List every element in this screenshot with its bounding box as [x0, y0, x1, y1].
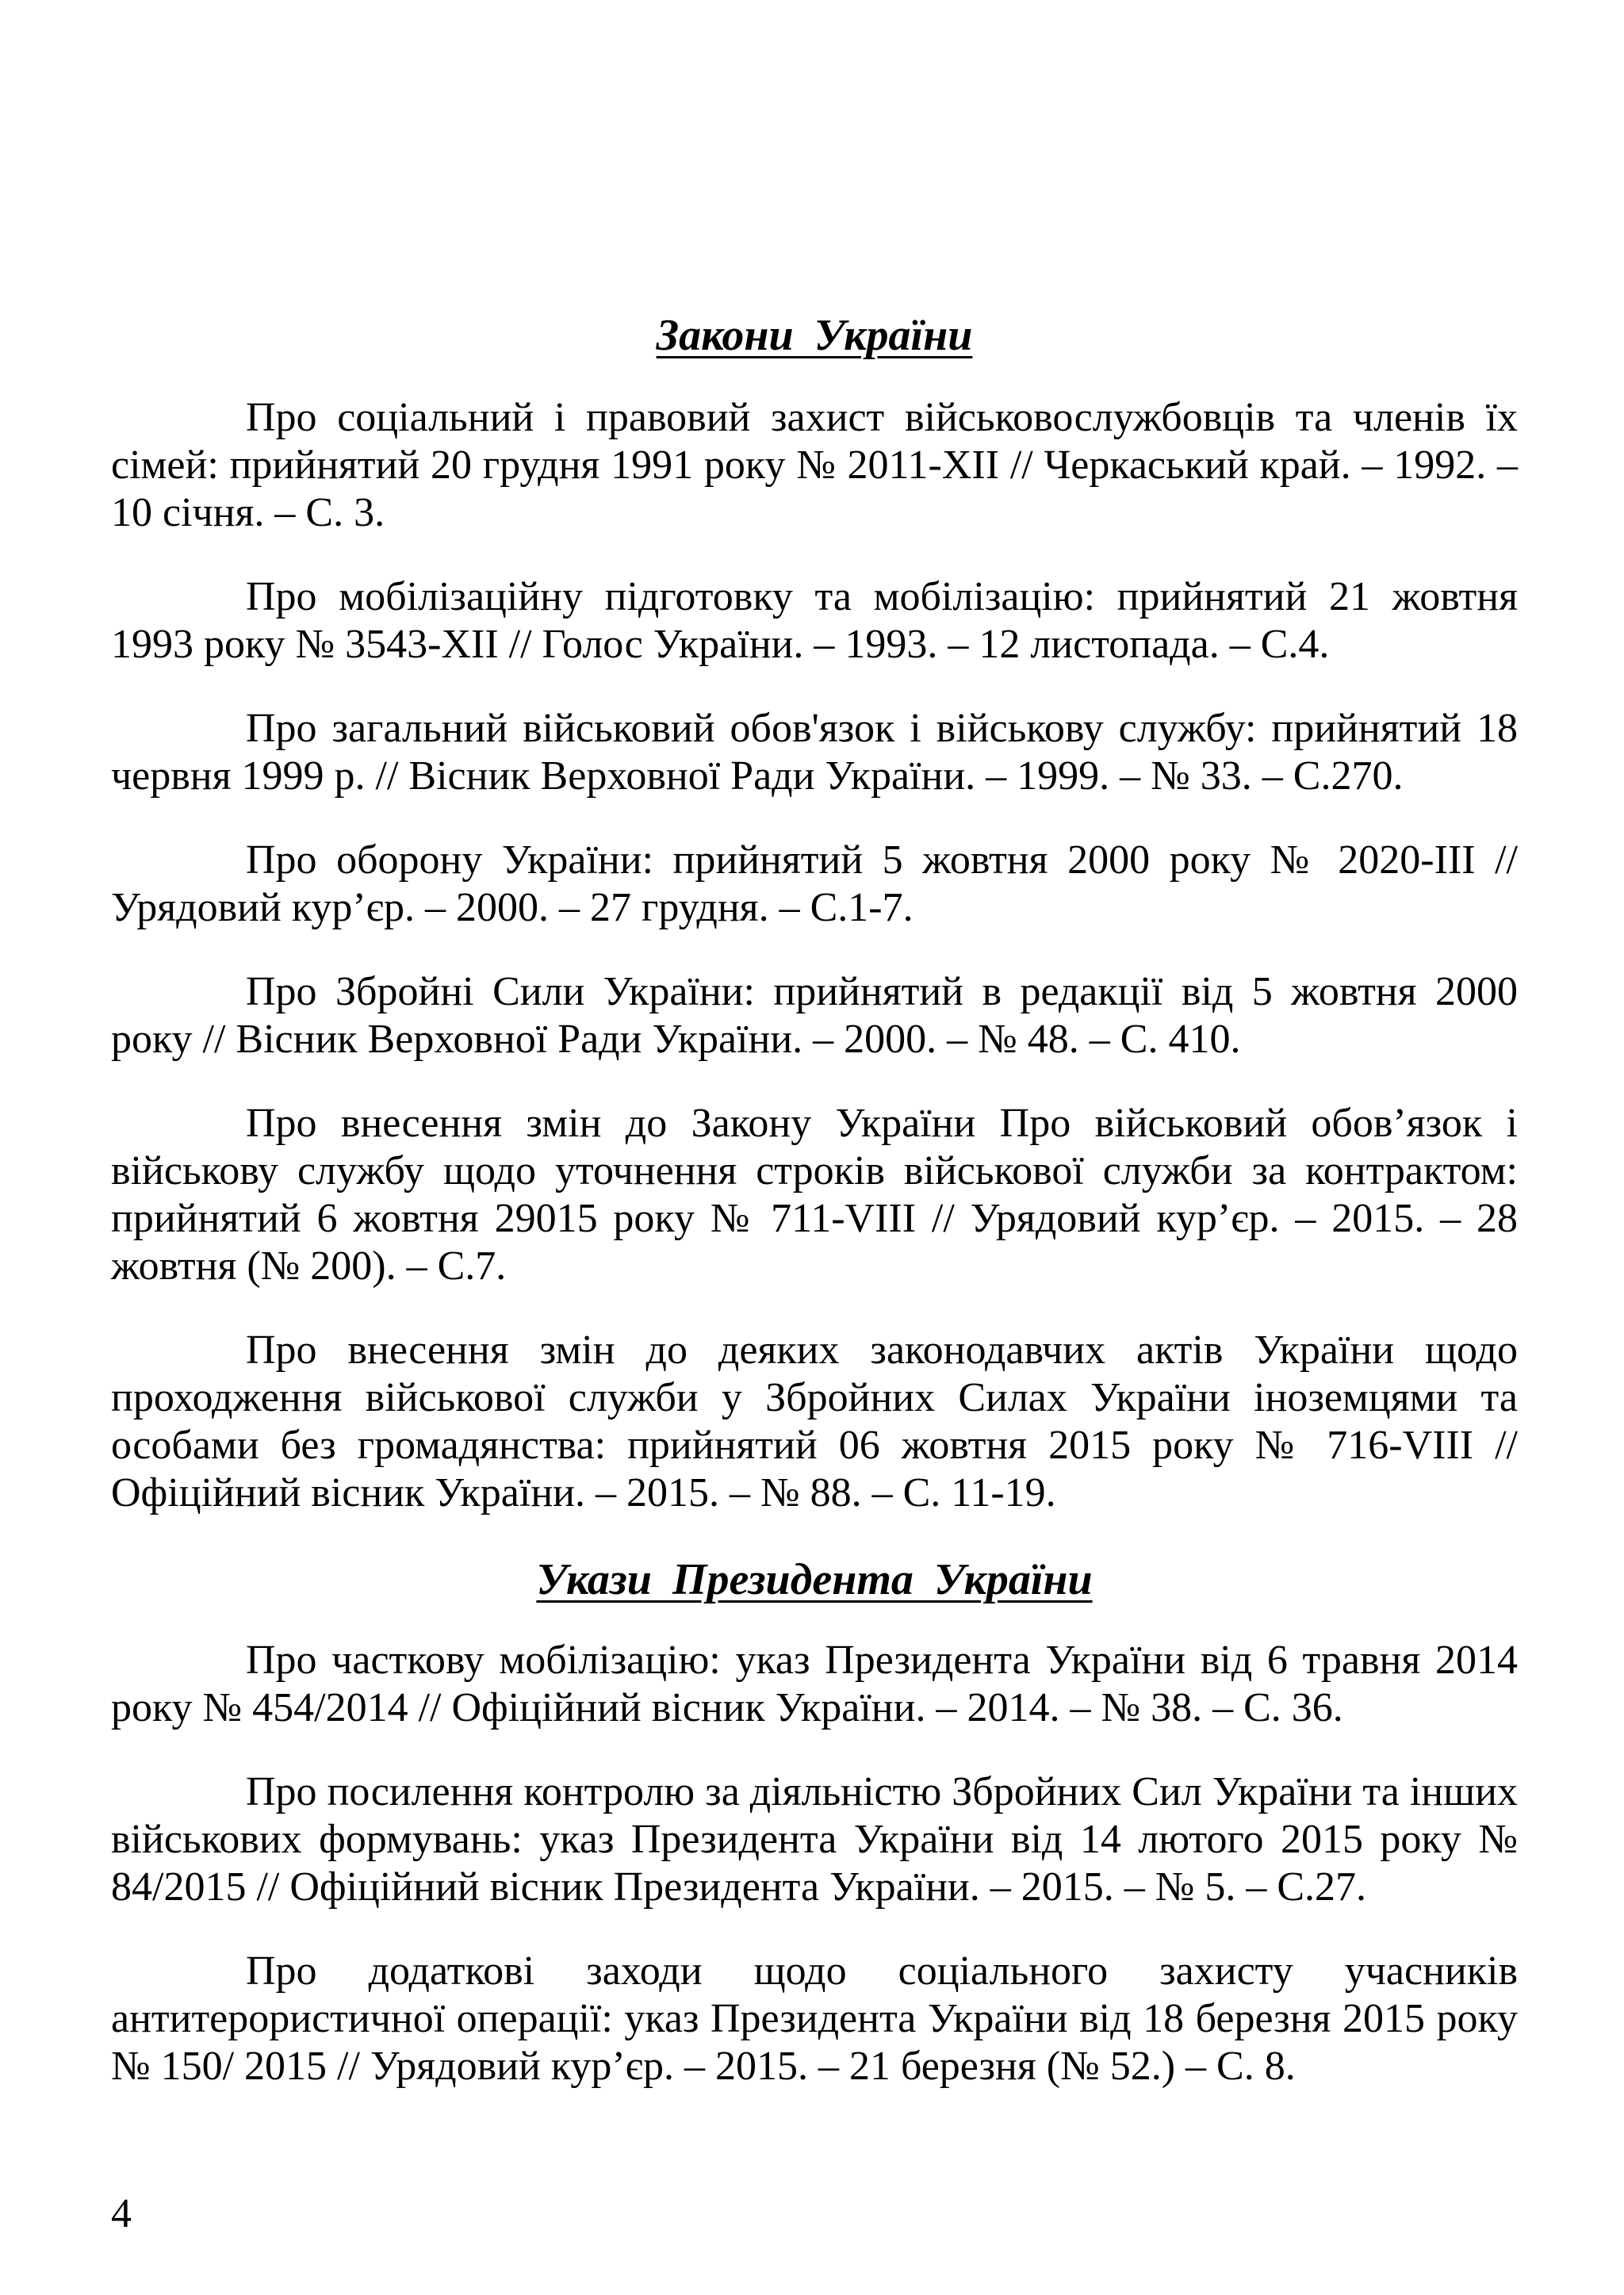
- section-title-laws: Закони України: [656, 311, 973, 360]
- bibliography-entry: Про соціальний і правовий захист військовослужбовців та членів їх сімей: прийнятий 20 грудня 1991 року № 2011-ХІІ // Черкаський край. – 1992. – 10 січня. – С. 3.: [111, 395, 1518, 536]
- bibliography-entry: Про мобілізаційну підготовку та мобілізацію: прийнятий 21 жовтня 1993 року № 3543-ХІІ // Голос України. – 1993. – 12 листопада. – С.4.: [111, 574, 1518, 668]
- bibliography-entry: Про оборону України: прийнятий 5 жовтня 2000 року № 2020-ІІІ // Урядовий кур’єр. – 2000. – 27 грудня. – С.1-7.: [111, 837, 1518, 931]
- bibliography-entry: Про внесення змін до Закону України Про військовий обов’язок і військову службу щодо уточнення строків військової служби за контрактом: прийнятий 6 жовтня 29015 року № 711-VIII // Урядовий кур’єр. – 2015. – 28 жовтня (№ 200). – С.7.: [111, 1101, 1518, 1289]
- section-title-decrees: Укази Президента України: [536, 1555, 1093, 1605]
- bibliography-entry: Про додаткові заходи щодо соціального захисту учасників антитерористичної операції: указ Президента України від 18 березня 2015 року № 150/ 2015 // Урядовий кур’єр. – 2015. – 21 березня (№ 52.) – С. 8.: [111, 1948, 1518, 2090]
- bibliography-entry: Про Збройні Сили України: прийнятий в редакції від 5 жовтня 2000 року // Вісник Верховної Ради України. – 2000. – № 48. – С. 410.: [111, 969, 1518, 1063]
- document-page: [111, 309, 1518, 2127]
- bibliography-entry: Про посилення контролю за діяльністю Збройних Сил України та інших військових формувань: указ Президента України від 14 лютого 2015 року № 84/2015 // Офіційний вісник Президента України. – 2015. – № 5. – С.27.: [111, 1769, 1518, 1910]
- bibliography-entry: Про часткову мобілізацію: указ Президента України від 6 травня 2014 року № 454/2014 // Офіційний вісник України. – 2014. – № 38. – С. 36.: [111, 1638, 1518, 1731]
- bibliography-entry: Про внесення змін до деяких законодавчих актів України щодо проходження військової служби у Збройних Силах України іноземцями та особами без громадянства: прийнятий 06 жовтня 2015 року № 716-VIII // Офіційний вісник України. – 2015. – № 88. – С. 11-19.: [111, 1328, 1518, 1516]
- bibliography-entry: Про загальний військовий обов'язок і військову службу: прийнятий 18 червня 1999 р. // Вісник Верховної Ради України. – 1999. – № 33. – С.270.: [111, 706, 1518, 799]
- page-number: 4: [111, 2191, 132, 2236]
